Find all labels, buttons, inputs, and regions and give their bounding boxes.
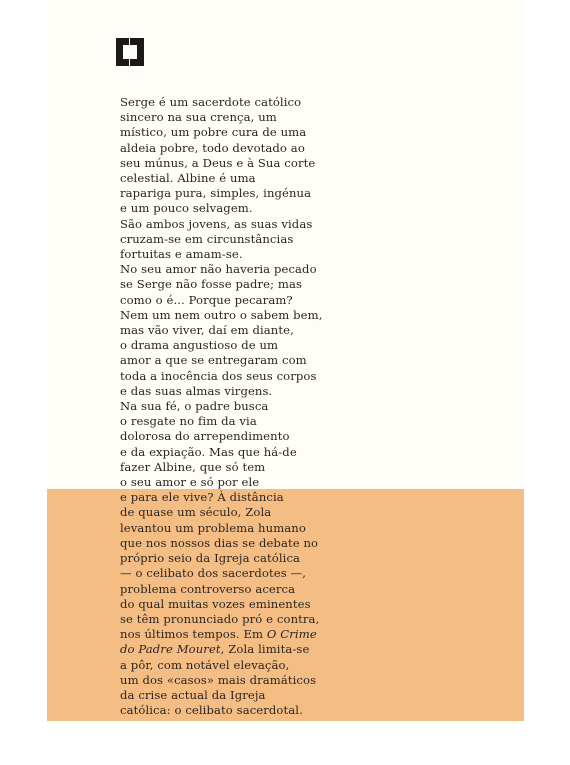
book-title-part-1: O Crime: [266, 627, 317, 642]
blurb-line: do qual muitas vozes eminentes: [120, 596, 311, 611]
blurb-line: fazer Albine, que só tem: [120, 459, 266, 474]
blurb-line: cruzam-se em circunstâncias: [120, 231, 294, 246]
blurb-line: se têm pronunciado pró e contra,: [120, 611, 320, 626]
blurb-line: — o celibato dos sacerdotes —,: [120, 566, 307, 581]
blurb-line: fortuitas e amam-se.: [120, 247, 243, 262]
blurb-line: seu múnus, a Deus e à Sua corte: [120, 155, 316, 170]
book-title-part-2: do Padre Mouret: [120, 642, 221, 657]
blurb-line: a pôr, com notável elevação,: [120, 657, 290, 672]
blurb-line: toda a inocência dos seus corpos: [120, 368, 317, 383]
blurb-line: amor a que se entregaram com: [120, 353, 307, 368]
blurb-line: levantou um problema humano: [120, 520, 306, 535]
blurb-line: aldeia pobre, todo devotado ao: [120, 140, 305, 155]
blurb-line: problema controverso acerca: [120, 581, 296, 596]
blurb-line: de quase um século, Zola: [120, 505, 272, 520]
page-margin-bottom: [0, 722, 570, 765]
blurb-line: Na sua fé, o padre busca: [120, 399, 269, 414]
blurb-line: místico, um pobre cura de uma: [120, 125, 307, 140]
page-margin-right: [524, 0, 570, 765]
blurb-text-segment: , Zola limita-se: [220, 642, 310, 657]
blurb-line: sincero na sua crença, um: [120, 110, 277, 125]
publisher-logo-icon: [113, 35, 147, 69]
blurb-line: Nem um nem outro o sabem bem,: [120, 307, 323, 322]
blurb-line-with-title: [120, 627, 340, 642]
blurb-line: o seu amor e só por ele: [120, 475, 260, 490]
page-margin-left: [0, 0, 47, 765]
blurb-line: celestial. Albine é uma: [120, 171, 256, 186]
blurb-line: e da expiação. Mas que há-de: [120, 444, 297, 459]
blurb-line-with-title: [120, 642, 340, 657]
blurb-line: e para ele vive? À distância: [120, 490, 284, 505]
blurb-line: No seu amor não haveria pecado: [120, 262, 317, 277]
blurb-line: como o é... Porque pecaram?: [120, 292, 293, 307]
blurb-text-segment: nos últimos tempos. Em: [120, 627, 267, 642]
blurb-line: o drama angustioso de um: [120, 338, 279, 353]
blurb-line: católica: o celibato sacerdotal.: [120, 703, 303, 718]
blurb-line: próprio seio da Igreja católica: [120, 551, 301, 566]
blurb-line: e das suas almas virgens.: [120, 383, 273, 398]
blurb-line: o resgate no fim da via: [120, 414, 257, 429]
blurb-line: e um pouco selvagem.: [120, 201, 253, 216]
blurb-line: Serge é um sacerdote católico: [120, 95, 302, 109]
blurb-line: um dos «casos» mais dramáticos: [120, 672, 317, 687]
blurb-line: rapariga pura, simples, ingénua: [120, 186, 312, 201]
blurb-line: São ambos jovens, as suas vidas: [120, 216, 313, 231]
blurb-line: dolorosa do arrependimento: [120, 429, 290, 444]
blurb-text: [120, 95, 340, 718]
blurb-line: da crise actual da Igreja: [120, 687, 266, 702]
blurb-line: mas vão viver, daí em diante,: [120, 323, 294, 338]
blurb-line: se Serge não fosse padre; mas: [120, 277, 303, 292]
blurb-line: que nos nossos dias se debate no: [120, 535, 319, 550]
